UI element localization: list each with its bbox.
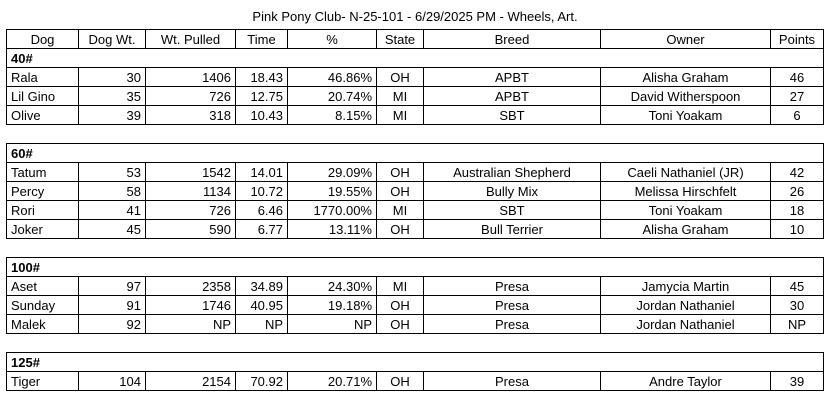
header-state: State	[377, 30, 424, 49]
percent-cell: 19.18%	[288, 296, 377, 315]
header-dog-weight: Dog Wt.	[79, 30, 146, 49]
spacer-row	[7, 125, 824, 144]
dog-name-cell: Percy	[7, 182, 79, 201]
results-table	[6, 29, 824, 391]
table-row	[7, 163, 824, 182]
points-cell: 45	[771, 277, 824, 296]
dog-name-cell: Rori	[7, 201, 79, 220]
points-cell: 46	[771, 68, 824, 87]
state-cell: OH	[377, 296, 424, 315]
owner-cell: Melissa Hirschfelt	[601, 182, 771, 201]
table-row	[7, 106, 824, 125]
table-body	[7, 49, 824, 391]
state-cell: MI	[377, 201, 424, 220]
percent-cell: 1770.00%	[288, 201, 377, 220]
dog-name-cell: Lil Gino	[7, 87, 79, 106]
state-cell: OH	[377, 163, 424, 182]
weight-class-label: 100#	[7, 258, 824, 277]
state-cell: MI	[377, 87, 424, 106]
time-cell: 12.75	[236, 87, 288, 106]
weight-class-row	[7, 144, 824, 163]
table-row	[7, 315, 824, 334]
owner-cell: Toni Yoakam	[601, 106, 771, 125]
dog-weight-cell: 97	[79, 277, 146, 296]
table-row	[7, 277, 824, 296]
time-cell: NP	[236, 315, 288, 334]
time-cell: 10.72	[236, 182, 288, 201]
breed-cell: SBT	[424, 201, 601, 220]
percent-cell: NP	[288, 315, 377, 334]
spacer-row	[7, 239, 824, 258]
points-cell: NP	[771, 315, 824, 334]
dog-weight-cell: 53	[79, 163, 146, 182]
dog-name-cell: Malek	[7, 315, 79, 334]
points-cell: 42	[771, 163, 824, 182]
time-cell: 10.43	[236, 106, 288, 125]
points-cell: 39	[771, 372, 824, 391]
percent-cell: 46.86%	[288, 68, 377, 87]
dog-name-cell: Rala	[7, 68, 79, 87]
sheet-title: Pink Pony Club- N-25-101 - 6/29/2025 PM - Wheels, Art.	[252, 9, 578, 24]
time-cell: 6.46	[236, 201, 288, 220]
time-cell: 14.01	[236, 163, 288, 182]
breed-cell: Presa	[424, 277, 601, 296]
table-row	[7, 201, 824, 220]
time-cell: 34.89	[236, 277, 288, 296]
owner-cell: David Witherspoon	[601, 87, 771, 106]
header-percent: %	[288, 30, 377, 49]
time-cell: 6.77	[236, 220, 288, 239]
weight-pulled-cell: 726	[146, 87, 236, 106]
header-points: Points	[771, 30, 824, 49]
dog-weight-cell: 35	[79, 87, 146, 106]
points-cell: 26	[771, 182, 824, 201]
weight-class-row	[7, 258, 824, 277]
weight-class-label: 40#	[7, 49, 824, 68]
dog-weight-cell: 58	[79, 182, 146, 201]
points-cell: 27	[771, 87, 824, 106]
dog-weight-cell: 104	[79, 372, 146, 391]
dog-name-cell: Sunday	[7, 296, 79, 315]
percent-cell: 24.30%	[288, 277, 377, 296]
dog-name-cell: Olive	[7, 106, 79, 125]
breed-cell: Bully Mix	[424, 182, 601, 201]
table-row	[7, 182, 824, 201]
dog-weight-cell: 92	[79, 315, 146, 334]
header-breed: Breed	[424, 30, 601, 49]
owner-cell: Andre Taylor	[601, 372, 771, 391]
owner-cell: Caeli Nathaniel (JR)	[601, 163, 771, 182]
percent-cell: 20.74%	[288, 87, 377, 106]
owner-cell: Alisha Graham	[601, 68, 771, 87]
weight-pulled-cell: 590	[146, 220, 236, 239]
breed-cell: Presa	[424, 372, 601, 391]
breed-cell: Australian Shepherd	[424, 163, 601, 182]
percent-cell: 19.55%	[288, 182, 377, 201]
dog-weight-cell: 30	[79, 68, 146, 87]
header-dog: Dog	[7, 30, 79, 49]
dog-name-cell: Aset	[7, 277, 79, 296]
state-cell: OH	[377, 315, 424, 334]
weight-pulled-cell: 1746	[146, 296, 236, 315]
dog-name-cell: Joker	[7, 220, 79, 239]
breed-cell: Presa	[424, 296, 601, 315]
weight-pulled-cell: 1542	[146, 163, 236, 182]
percent-cell: 13.11%	[288, 220, 377, 239]
owner-cell: Jordan Nathaniel	[601, 315, 771, 334]
breed-cell: APBT	[424, 68, 601, 87]
spacer-row	[7, 334, 824, 353]
percent-cell: 8.15%	[288, 106, 377, 125]
points-cell: 18	[771, 201, 824, 220]
weight-pulled-cell: NP	[146, 315, 236, 334]
dog-name-cell: Tatum	[7, 163, 79, 182]
owner-cell: Jamycia Martin	[601, 277, 771, 296]
dog-weight-cell: 45	[79, 220, 146, 239]
breed-cell: APBT	[424, 87, 601, 106]
dog-weight-cell: 39	[79, 106, 146, 125]
owner-cell: Toni Yoakam	[601, 201, 771, 220]
header-time: Time	[236, 30, 288, 49]
weight-pulled-cell: 2154	[146, 372, 236, 391]
points-cell: 10	[771, 220, 824, 239]
header-weight-pulled: Wt. Pulled	[146, 30, 236, 49]
dog-name-cell: Tiger	[7, 372, 79, 391]
weight-pulled-cell: 1134	[146, 182, 236, 201]
dog-weight-cell: 41	[79, 201, 146, 220]
table-row	[7, 296, 824, 315]
state-cell: MI	[377, 106, 424, 125]
header-owner: Owner	[601, 30, 771, 49]
weight-class-label: 60#	[7, 144, 824, 163]
percent-cell: 29.09%	[288, 163, 377, 182]
points-cell: 30	[771, 296, 824, 315]
state-cell: OH	[377, 220, 424, 239]
time-cell: 18.43	[236, 68, 288, 87]
state-cell: OH	[377, 372, 424, 391]
weight-pulled-cell: 1406	[146, 68, 236, 87]
weight-class-row	[7, 49, 824, 68]
time-cell: 40.95	[236, 296, 288, 315]
percent-cell: 20.71%	[288, 372, 377, 391]
breed-cell: Presa	[424, 315, 601, 334]
owner-cell: Alisha Graham	[601, 220, 771, 239]
weight-class-row	[7, 353, 824, 372]
owner-cell: Jordan Nathaniel	[601, 296, 771, 315]
points-cell: 6	[771, 106, 824, 125]
weight-pulled-cell: 726	[146, 201, 236, 220]
header-row	[7, 30, 824, 49]
table-row	[7, 372, 824, 391]
breed-cell: SBT	[424, 106, 601, 125]
state-cell: MI	[377, 277, 424, 296]
weight-class-label: 125#	[7, 353, 824, 372]
state-cell: OH	[377, 182, 424, 201]
table-row	[7, 68, 824, 87]
weight-pulled-cell: 318	[146, 106, 236, 125]
table-row	[7, 220, 824, 239]
time-cell: 70.92	[236, 372, 288, 391]
dog-weight-cell: 91	[79, 296, 146, 315]
breed-cell: Bull Terrier	[424, 220, 601, 239]
state-cell: OH	[377, 68, 424, 87]
weight-pulled-cell: 2358	[146, 277, 236, 296]
table-row	[7, 87, 824, 106]
